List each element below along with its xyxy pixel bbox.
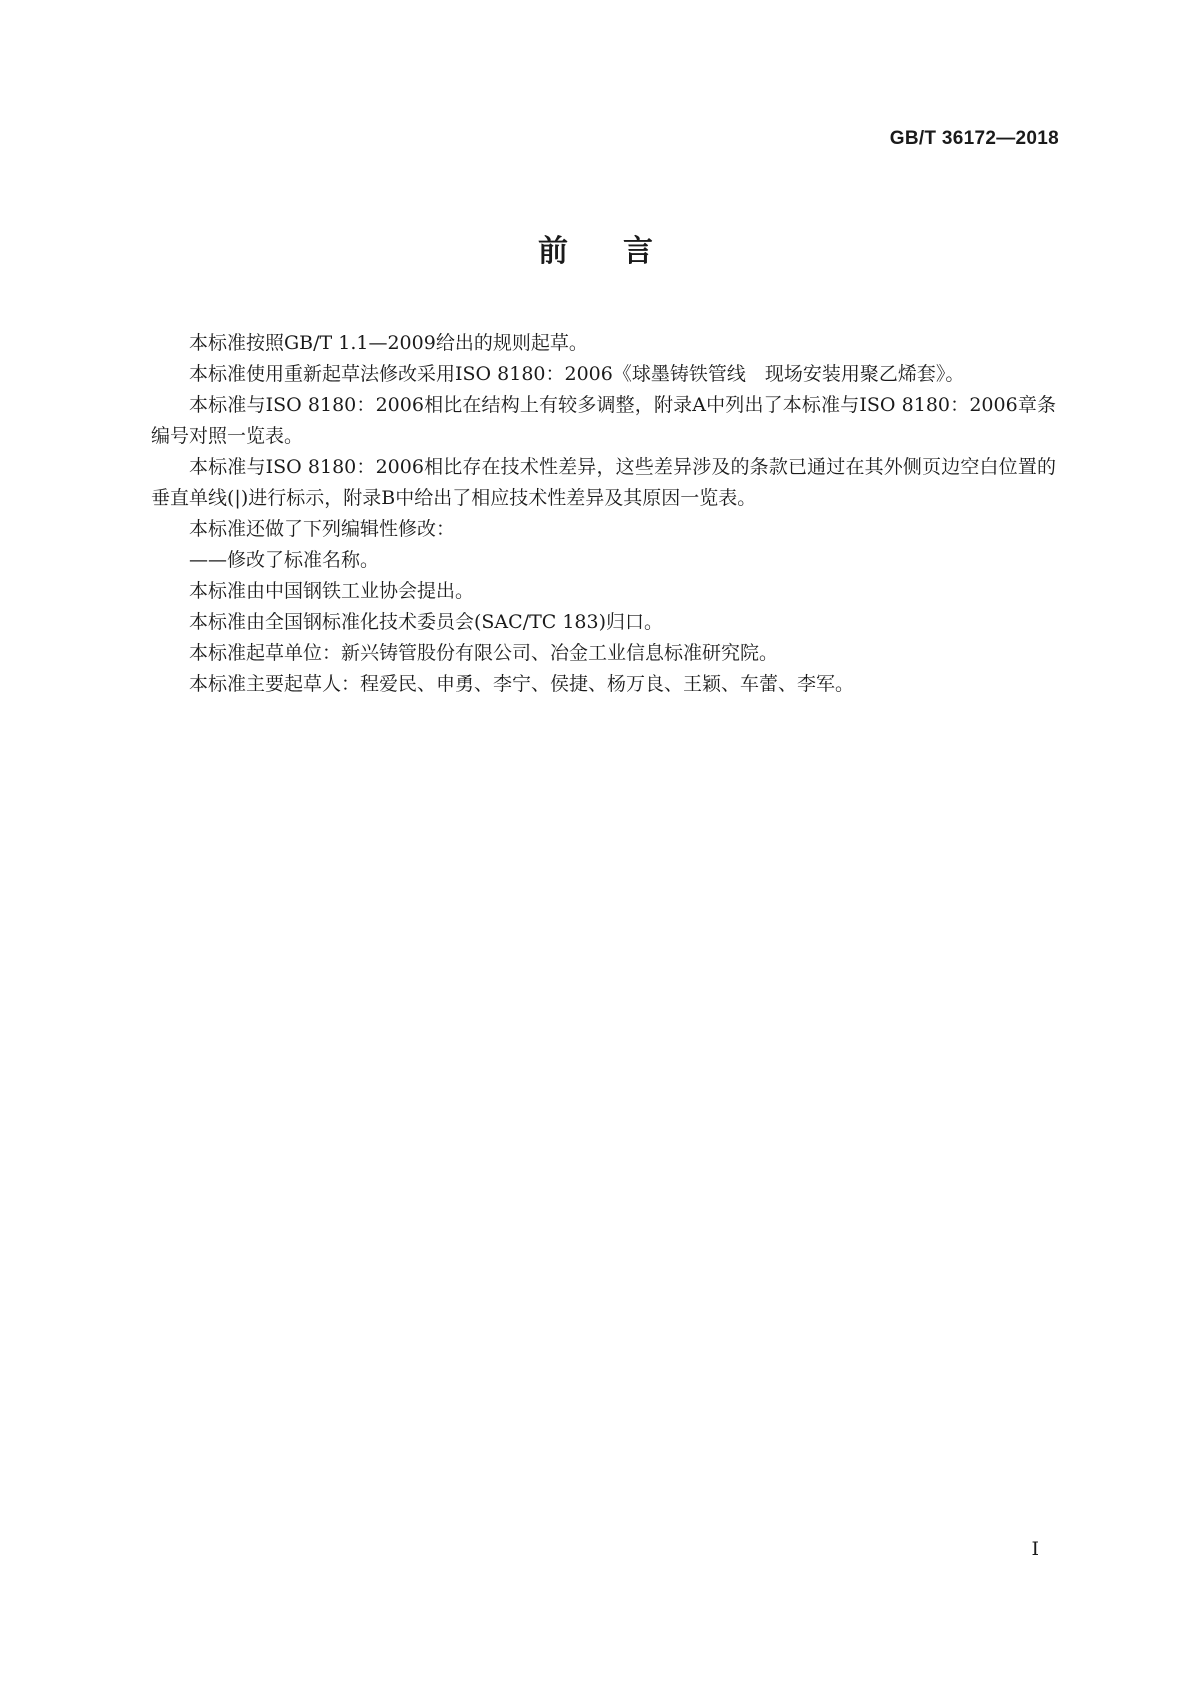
paragraph-main-drafters: 本标准主要起草人：程爱民、申勇、李宁、侯捷、杨万良、王颖、车蕾、李军。 xyxy=(189,673,855,695)
paragraph-editorial-changes: 本标准还做了下列编辑性修改： xyxy=(189,518,456,540)
paragraph-adoption-method: 本标准使用重新起草法修改采用ISO 8180：2006《球墨铸铁管线 现场安装用聚乙烯套》。 xyxy=(189,363,965,385)
paragraph-technical-differences: 本标准与ISO 8180：2006相比存在技术性差异，这些差异涉及的条款已通过在其外侧页边空白位置的垂直单线(|)进行标示，附录B中给出了相应技术性差异及其原因一览表。 xyxy=(151,456,1056,509)
standard-code: GB/T 36172—2018 xyxy=(889,128,1059,149)
paragraph-drafting-rules: 本标准按照GB/T 1.1—2009给出的规则起草。 xyxy=(189,332,588,354)
foreword-body xyxy=(151,328,1056,700)
paragraph-managed-by: 本标准由全国钢标准化技术委员会(SAC/TC 183)归口。 xyxy=(189,611,664,633)
page-number: I xyxy=(1031,1538,1039,1560)
paragraph-structural-changes: 本标准与ISO 8180：2006相比在结构上有较多调整，附录A中列出了本标准与ISO 8180：2006章条编号对照一览表。 xyxy=(151,394,1056,447)
list-item-name-change: ——修改了标准名称。 xyxy=(189,549,380,571)
page-title: 前言 xyxy=(538,234,708,269)
paragraph-proposed-by: 本标准由中国钢铁工业协会提出。 xyxy=(189,580,475,602)
paragraph-drafting-organizations: 本标准起草单位：新兴铸管股份有限公司、冶金工业信息标准研究院。 xyxy=(189,642,779,664)
